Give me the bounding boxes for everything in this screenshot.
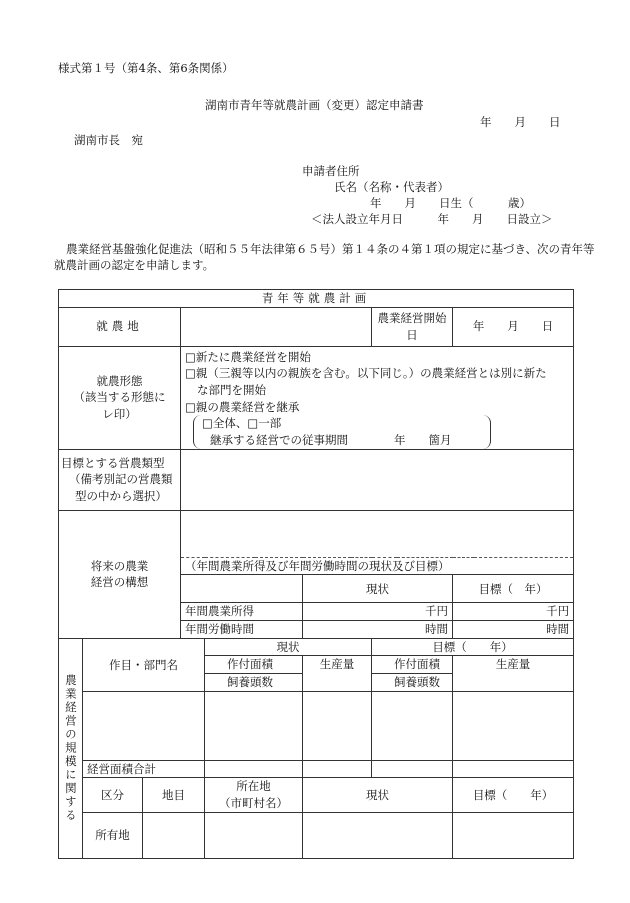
corporation-date-label: ＜法人設立年月日 年 月 日設立＞	[311, 212, 553, 226]
form-number: 様式第１号（第4条、第6条関係）	[58, 61, 234, 75]
crop-item-input[interactable]	[83, 691, 205, 760]
succession-period: 継承する経営での従事期間 年 箇月	[210, 433, 452, 448]
owned-land-chimoku-input[interactable]	[143, 812, 205, 858]
farm-location-input[interactable]	[181, 307, 372, 346]
total-area-label: 経営面積合計	[83, 760, 205, 778]
owned-land-label: 所有地	[83, 812, 143, 858]
application-date: 年 月 日	[480, 115, 561, 129]
intro-text-line2: 就農計画の認定を申請します。	[54, 258, 215, 272]
land-current-header: 現状	[303, 778, 453, 812]
applicant-birth-label: 年 月 日生（ 歳）	[370, 196, 531, 210]
current-area-input[interactable]	[205, 691, 303, 760]
farm-location-label: 就農地	[59, 307, 181, 346]
option-new-division-cont: な部門を開始	[197, 383, 266, 398]
farming-form-label: 就農形態 （該当する形態に レ印）	[59, 346, 181, 449]
start-date-input[interactable]: 年 月 日	[453, 307, 574, 346]
target-production-input[interactable]	[453, 691, 574, 760]
scale-target-header: 目標（ 年）	[372, 638, 574, 656]
land-kubun-header: 区分	[83, 778, 143, 812]
applicant-name-label: 氏名（名称・代表者）	[334, 180, 449, 194]
total-target-area-input[interactable]	[372, 760, 453, 778]
form-title: 湖南市青年等就農計画（変更）認定申請書	[205, 98, 424, 112]
hours-target-input[interactable]: 時間	[453, 621, 574, 639]
income-current-header: 現状	[303, 575, 453, 603]
target-farming-type-label: 目標とする営農類型 （備考別記の営農類 型の中から選択）	[59, 449, 181, 510]
crop-item-label: 作目・部門名	[83, 638, 205, 691]
succession-detail	[193, 415, 491, 448]
owned-land-location-input[interactable]	[205, 812, 303, 858]
total-current-area-input[interactable]	[205, 760, 303, 778]
addressee: 湖南市長 宛	[74, 133, 143, 147]
hours-current-input[interactable]: 時間	[303, 621, 453, 639]
target-production-label: 生産量	[453, 656, 574, 691]
option-succession[interactable]: □親の農業経営を継承	[185, 399, 300, 414]
current-livestock-label: 飼養頭数	[205, 674, 303, 692]
target-livestock-label: 飼養頭数	[372, 674, 453, 692]
total-target-production-input[interactable]	[453, 760, 574, 778]
start-date-label: 農業経営開始日	[372, 307, 453, 346]
farming-form-options	[181, 346, 574, 449]
target-area-label: 作付面積	[372, 656, 453, 674]
option-new-farming[interactable]: □新たに農業経営を開始	[185, 349, 311, 364]
owned-land-target-input[interactable]	[453, 812, 574, 858]
annual-income-label: 年間農業所得	[181, 603, 303, 621]
total-current-production-input[interactable]	[303, 760, 372, 778]
scale-current-header: 現状	[205, 638, 372, 656]
owned-land-current-input[interactable]	[303, 812, 453, 858]
target-farming-type-input[interactable]	[181, 449, 574, 510]
annual-hours-label: 年間労働時間	[181, 621, 303, 639]
farming-plan-table	[58, 289, 574, 859]
land-location-header: 所在地 （市町村名）	[205, 778, 303, 812]
current-production-label: 生産量	[303, 656, 372, 691]
income-target-header: 目標（ 年）	[453, 575, 574, 603]
income-hours-note: （年間農業所得及び年間労働時間の現状及び目標）	[181, 557, 574, 575]
intro-text-line1: 農業経営基盤強化促進法（昭和５５年法律第６５号）第１４条の４第１項の規定に基づき、次の青年等	[66, 242, 595, 256]
option-new-division[interactable]: □親（三親等以内の親族を含む。以下同じ。）の農業経営とは別に新た	[185, 366, 547, 381]
current-production-input[interactable]	[303, 691, 372, 760]
income-target-input[interactable]: 千円	[453, 603, 574, 621]
income-current-input[interactable]: 千円	[303, 603, 453, 621]
current-area-label: 作付面積	[205, 656, 303, 674]
table-heading: 青年等就農計画	[59, 290, 574, 308]
target-area-input[interactable]	[372, 691, 453, 760]
future-vision-input[interactable]	[181, 510, 574, 557]
future-vision-label: 将来の農業 経営の構想	[59, 510, 181, 638]
applicant-address-label: 申請者住所	[302, 164, 360, 178]
land-chimoku-header: 地目	[143, 778, 205, 812]
scale-vertical-label: 農業経営の規模に関する	[59, 638, 83, 858]
option-succession-scope[interactable]: □全体、□一部	[202, 416, 282, 431]
land-target-header: 目標（ 年）	[453, 778, 574, 812]
